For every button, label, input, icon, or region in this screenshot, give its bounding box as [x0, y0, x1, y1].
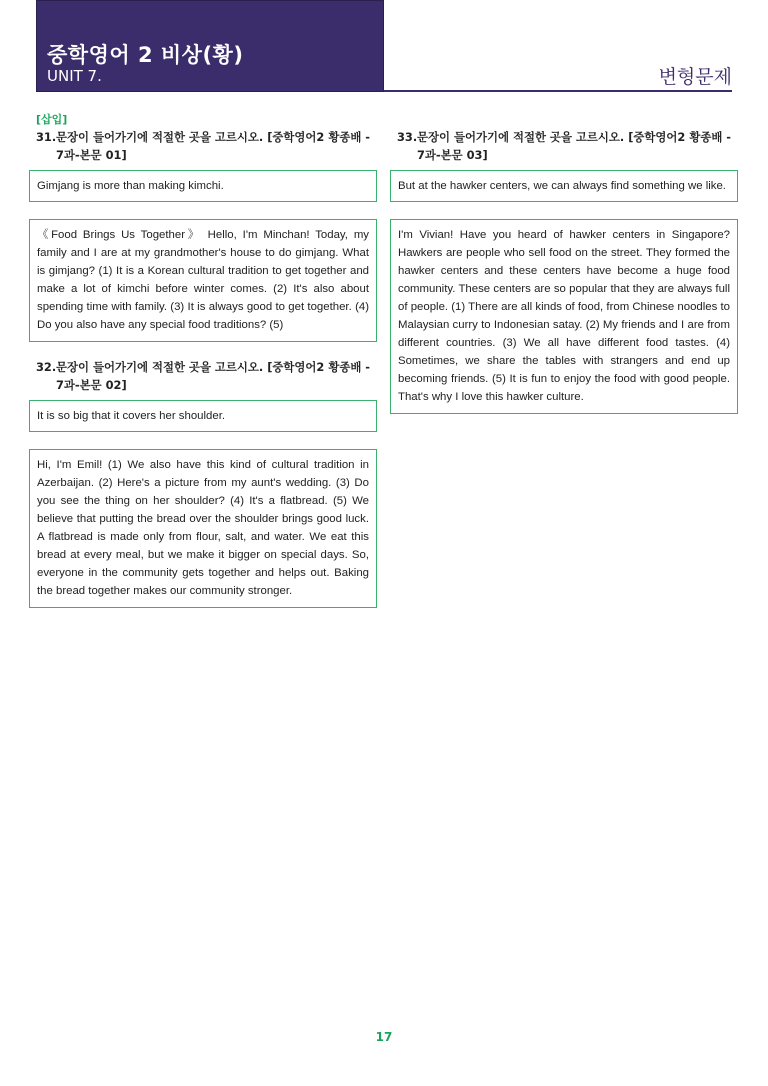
section-type-label: 변형문제	[658, 66, 732, 88]
header-banner	[36, 0, 384, 92]
section-tag: [삽입]	[36, 113, 68, 126]
question-heading	[29, 128, 377, 164]
left-column	[29, 128, 377, 608]
passage-box: I'm Vivian! Have you heard of hawker centers in Singapore? Hawkers are people who sell food on the street. They formed the hawker centers and these centers have become a huge food community. These centers are so popular that they are always full of people. (1) There are all kinds of food, from Chinese noodles to Malaysian curry to Indonesian satay. (2) My friends and I are from different countries. (3) We all have different food tastes. (4) Sometimes, we share the tables with strangers and end up becoming friends. (5) It is fun to enjoy the food with good people. That's why I love this hawker culture.	[390, 219, 738, 414]
book-title: 중학영어 2 비상(황)	[47, 43, 244, 67]
passage-box: 《Food Brings Us Together》 Hello, I'm Minchan! Today, my family and I are at my grandmother's house to do gimjang. What is gimjang? (1) It is a Korean cultural tradition to get together and make a lot of kimchi before winter comes. (2) It's also about spending time with family. (3) It is always good to get together. (4) Do you also have any special food traditions? (5)	[29, 219, 377, 342]
given-sentence-box: It is so big that it covers her shoulder.	[29, 400, 377, 432]
right-column	[390, 128, 738, 414]
question-number: 33.	[397, 130, 418, 144]
unit-label: UNIT 7.	[47, 67, 102, 85]
header-divider	[384, 90, 732, 92]
given-sentence-box: But at the hawker centers, we can always find something we like.	[390, 170, 738, 202]
question-heading	[29, 358, 377, 394]
question-number: 31.	[36, 130, 57, 144]
question-instruction: 문장이 들어가기에 적절한 곳을 고르시오. [중학영어2 황종배 - 7과-본문 03]	[417, 130, 732, 162]
question-heading	[390, 128, 738, 164]
question-number: 32.	[36, 360, 57, 374]
page-number: 17	[375, 1030, 393, 1044]
passage-box: Hi, I'm Emil! (1) We also have this kind of cultural tradition in Azerbaijan. (2) Here's a picture from my aunt's wedding. (3) Do you see the thing on her shoulder? (4) It's a flatbread. (5) We believe that putting the bread over the shoulder brings good luck. A flatbread is made only from flour, salt, and water. We eat this bread at every meal, but we make it bigger on special days. So, everyone in the community gets together and helps out. Baking the bread together makes our community stronger.	[29, 449, 377, 608]
question-instruction: 문장이 들어가기에 적절한 곳을 고르시오. [중학영어2 황종배 - 7과-본문 02]	[56, 360, 371, 392]
given-sentence-box: Gimjang is more than making kimchi.	[29, 170, 377, 202]
question-instruction: 문장이 들어가기에 적절한 곳을 고르시오. [중학영어2 황종배 - 7과-본문 01]	[56, 130, 371, 162]
